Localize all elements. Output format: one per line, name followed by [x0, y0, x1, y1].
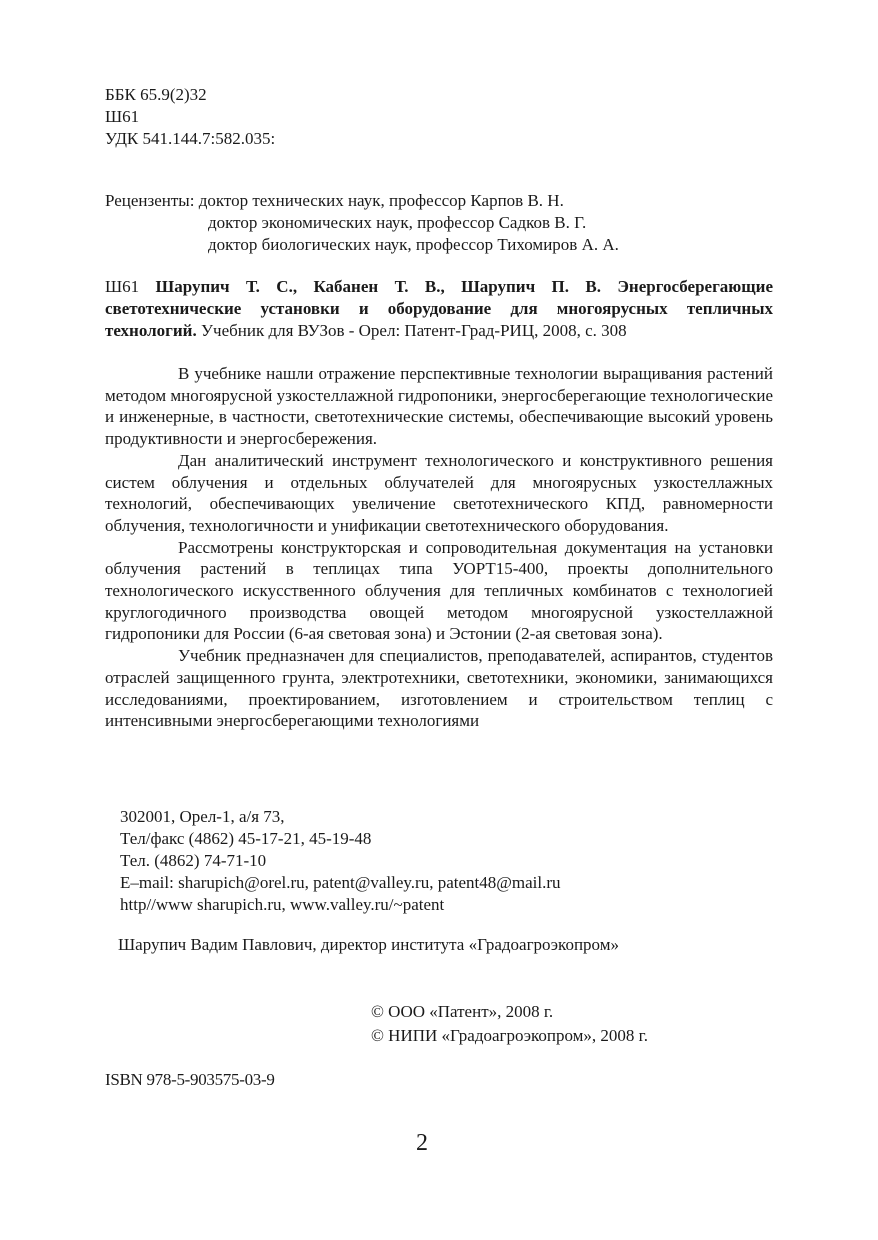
- email-addresses: E–mail: sharupich@orel.ru, patent@valley.ru, patent48@mail.ru: [120, 873, 561, 892]
- abstract-paragraph: Учебник предназначен для специалистов, преподавателей, аспирантов, студентов отраслей защищенного грунта, электротехники, светотехники, экономики, занимающихся исследованиями, проектированием, изготовлением и строительством теплиц с интенсивными энергосберегающими технологиями: [105, 646, 773, 731]
- udk-code: УДК 541.144.7:582.035:: [105, 129, 276, 148]
- biblio-index: Ш61: [105, 277, 156, 296]
- bbk-code: ББК 65.9(2)32: [105, 85, 207, 104]
- abstract-paragraph: Дан аналитический инструмент технологического и конструктивного решения систем облучения и отдельных облучателей для многоярусных узкостеллажных технологий, обеспечивающих увеличение светотехнического КПД, равномерности облучения, технологичности и унификации светотехнического оборудования.: [105, 450, 773, 535]
- biblio-authors-title: Шарупич Т. С., Кабанен Т. В., Шарупич П. В. Энергосберегающие светотехнические установки и оборудование для многоярусных тепличных технологий.: [105, 277, 773, 340]
- copyright-line: © НИПИ «Градоагроэкопром», 2008 г.: [371, 1026, 648, 1045]
- page-number: 2: [416, 1130, 428, 1156]
- biblio-publication: Учебник для ВУЗов - Орел: Патент-Град-РИЦ, 2008, с. 308: [196, 321, 627, 340]
- author-index: Ш61: [105, 107, 140, 126]
- contacts-block: [120, 806, 561, 916]
- reviewer-item: доктор экономических наук, профессор Садков В. Г.: [208, 213, 587, 232]
- abstract-paragraph: В учебнике нашли отражение перспективные технологии выращивания растений методом многоярусной узкостеллажной гидропоники, энергосберегающие технологические и инженерные, в частности, светотехнические системы, обеспечивающие высокий уровень продуктивности и энергосбережения.: [105, 364, 773, 449]
- postal-address: 302001, Орел-1, а/я 73,: [120, 807, 285, 826]
- classification-block: [105, 84, 275, 150]
- reviewer-item: доктор технических наук, профессор Карпов В. Н.: [198, 191, 564, 210]
- abstract: [105, 363, 773, 732]
- reviewers-label: Рецензенты:: [105, 191, 199, 210]
- bibliographic-record: [105, 276, 773, 342]
- director-line: Шарупич Вадим Павлович, директор института «Градоагроэкопром»: [118, 935, 619, 954]
- phone: Тел. (4862) 74-71-10: [120, 851, 267, 870]
- copyright-block: [371, 1000, 648, 1048]
- reviewer-row: [105, 190, 619, 212]
- web-addresses: http//www sharupich.ru, www.valley.ru/~patent: [120, 895, 445, 914]
- copyright-line: © ООО «Патент», 2008 г.: [371, 1002, 554, 1021]
- phone-fax: Тел/факс (4862) 45-17-21, 45-19-48: [120, 829, 372, 848]
- isbn: ISBN 978-5-903575-03-9: [105, 1070, 275, 1089]
- reviewers-block: [105, 190, 619, 256]
- abstract-paragraph: Рассмотрены конструкторская и сопроводительная документация на установки облучения растений в теплицах типа УОРТ15-400, проекты дополнительного технологического искусственного облучения для тепличных комбинатов с технологией круглогодичного производства овощей методом многоярусной узкостеллажной гидропоники для России (6-ая световая зона) и Эстонии (2-ая световая зона).: [105, 537, 773, 644]
- reviewer-item: доктор биологических наук, профессор Тихомиров А. А.: [208, 235, 619, 254]
